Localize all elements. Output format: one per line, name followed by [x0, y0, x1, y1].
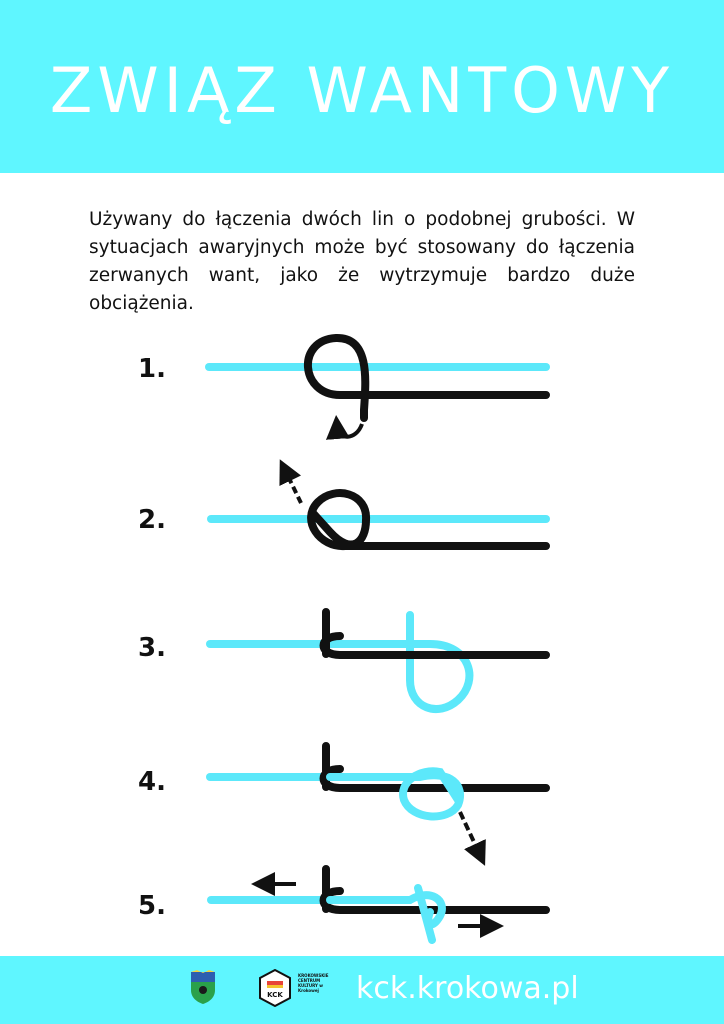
step-1-dark-rope — [308, 338, 546, 418]
step-3-dark-rope — [324, 612, 547, 655]
kck-logo-text: KROKOWSKIE CENTRUM KULTURY w Krokowej — [298, 973, 329, 993]
step-4-dashed-arrow — [460, 812, 480, 855]
step-4-light-rope-knot — [330, 771, 460, 816]
step-2-diagram — [211, 470, 546, 546]
page-title: ZWIĄZ WANTOWY — [49, 54, 675, 127]
coat-of-arms-icon — [189, 970, 217, 1006]
step-4-dark-rope — [324, 746, 547, 788]
kck-badge-text: KCK — [267, 991, 283, 999]
step-1-curved-arrow — [337, 424, 362, 437]
step-4-label: 4. — [138, 767, 166, 797]
step-5-diagram — [211, 869, 546, 940]
step-2-dashed-arrow — [285, 470, 301, 503]
step-1-label: 1. — [138, 354, 166, 384]
step-2-label: 2. — [138, 505, 166, 535]
step-3-diagram — [210, 612, 546, 709]
step-3-label: 3. — [138, 633, 166, 663]
kck-logo-icon — [258, 969, 292, 1007]
website-url[interactable]: kck.krokowa.pl — [356, 971, 579, 1006]
step-3-light-rope-loop — [330, 615, 469, 709]
footer-banner — [0, 956, 724, 1024]
step-4-diagram — [210, 746, 546, 855]
knot-description: Używany do łączenia dwóch lin o podobnej grubości. W sytuacjach awaryjnych może być stosowany do łączenia zerwanych want, jako że wytrzymuje bardzo duże obciążenia. — [89, 209, 635, 314]
step-1-diagram — [209, 338, 546, 437]
step-5-label: 5. — [138, 891, 166, 921]
